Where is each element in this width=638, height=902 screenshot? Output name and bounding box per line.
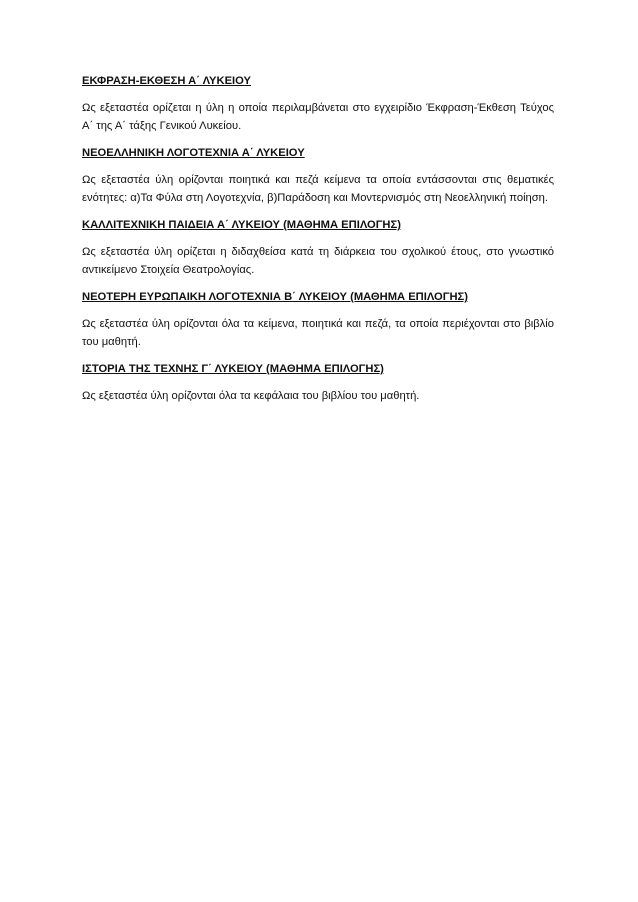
section-heading: ΝΕΟΕΛΛΗΝΙΚΗ ΛΟΓΟΤΕΧΝΙΑ Α΄ ΛΥΚΕΙΟΥ (82, 147, 305, 159)
section-neoelliniki-logotexnia (82, 144, 554, 207)
section-text: Ως εξεταστέα ύλη ορίζονται ποιητικά και πεζά κείμενα τα οποία εντάσσονται στις θεματικές ενότητες: α)Τα Φύλα στη Λογοτεχνία, β)Παράδοση και Μοντερνισμός στη Νεοελληνική ποίηση. (82, 174, 554, 204)
section-kallitexniki-paideia (82, 216, 554, 279)
section-text: Ως εξεταστέα ύλη ορίζεται η διδαχθείσα κατά τη διάρκεια του σχολικού έτους, στο γνωστικό αντικείμενο Στοιχεία Θεατρολογίας. (82, 246, 554, 276)
section-neoteri-europaiki-logotexnia (82, 288, 554, 351)
section-ekfrasi-ekthesi (82, 72, 554, 135)
section-text: Ως εξεταστέα ορίζεται η ύλη η οποία περιλαμβάνεται στο εγχειρίδιο Έκφραση-Έκθεση Τεύχος Α΄ της Α΄ τάξης Γενικού Λυκείου. (82, 102, 554, 132)
section-heading: ΚΑΛΛΙΤΕΧΝΙΚΗ ΠΑΙΔΕΙΑ Α΄ ΛΥΚΕΙΟΥ (ΜΑΘΗΜΑ ΕΠΙΛΟΓΗΣ) (82, 219, 401, 231)
section-text: Ως εξεταστέα ύλη ορίζονται όλα τα κείμενα, ποιητικά και πεζά, τα οποία περιέχονται στο βιβλίο του μαθητή. (82, 318, 554, 348)
section-heading: ΝΕΟΤΕΡΗ ΕΥΡΩΠΑΙΚΗ ΛΟΓΟΤΕΧΝΙΑ Β΄ ΛΥΚΕΙΟΥ (ΜΑΘΗΜΑ ΕΠΙΛΟΓΗΣ) (82, 291, 468, 303)
section-heading: ΕΚΦΡΑΣΗ-ΕΚΘΕΣΗ Α΄ ΛΥΚΕΙΟΥ (82, 75, 252, 87)
document-page (82, 72, 554, 413)
section-text: Ως εξεταστέα ύλη ορίζονται όλα τα κεφάλαια του βιβλίου του μαθητή. (82, 390, 420, 402)
section-heading: ΙΣΤΟΡΙΑ ΤΗΣ ΤΕΧΝΗΣ Γ΄ ΛΥΚΕΙΟΥ (ΜΑΘΗΜΑ ΕΠΙΛΟΓΗΣ) (82, 363, 384, 375)
section-istoria-texnis (82, 360, 554, 405)
